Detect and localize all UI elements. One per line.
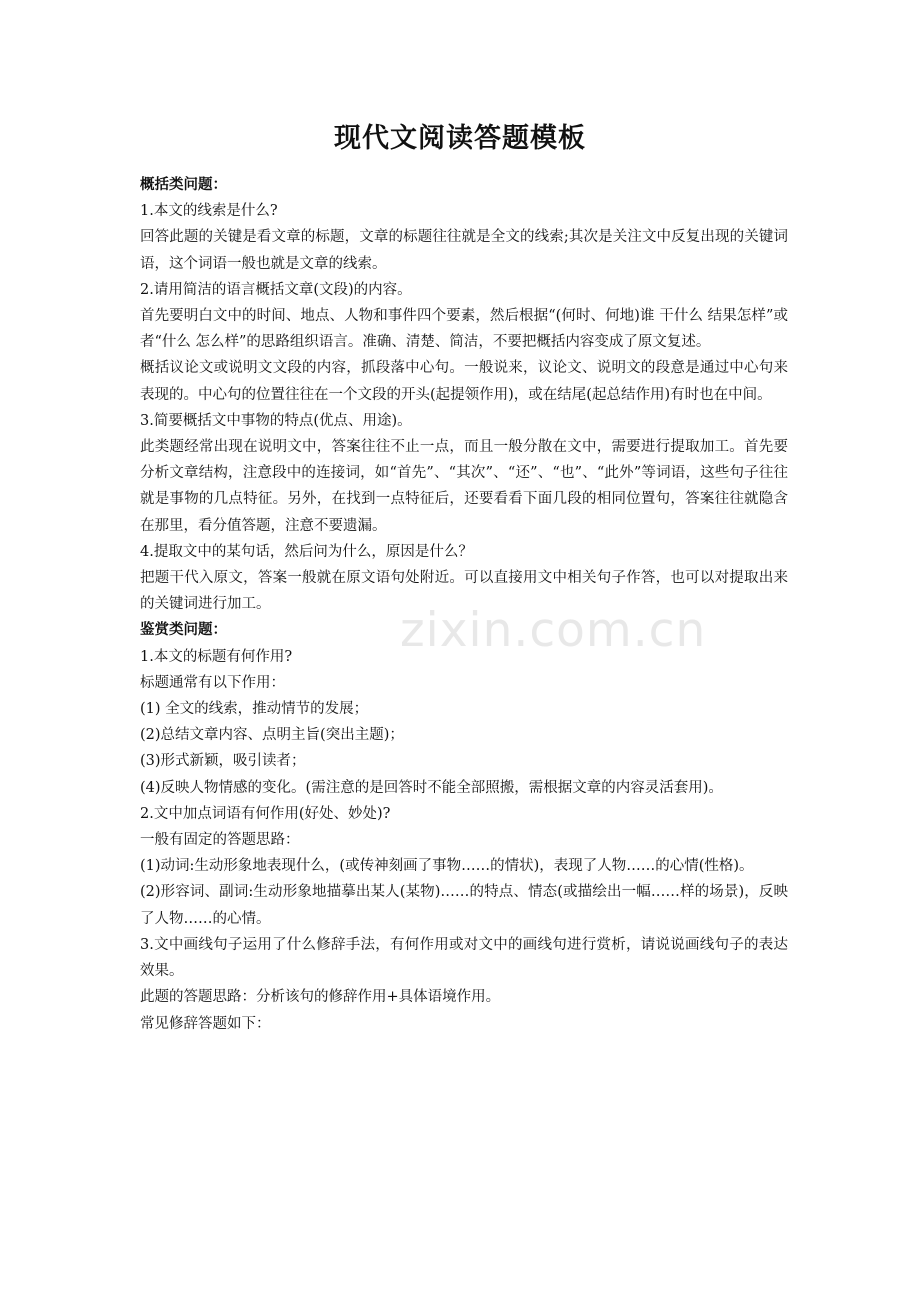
answer-paragraph: 一般有固定的答题思路： xyxy=(140,832,300,849)
answer-paragraph: 标题通常有以下作用： xyxy=(140,674,285,691)
question-1: 1.本文的标题有何作用? xyxy=(140,648,293,665)
answer-paragraph: 此题的答题思路：分析该句的修辞作用+具体语境作用。 xyxy=(140,989,501,1006)
document-body xyxy=(140,172,788,1037)
answer-paragraph: 概括议论文或说明文文段的内容，抓段落中心句。一般说来，议论文、说明文的段意是通过中心句来表现的。中心句的位置往往在一个文段的开头(起提领作用)，或在结尾(起总结作用)有时也在中间。 xyxy=(140,360,788,403)
answer-paragraph: 此类题经常出现在说明文中，答案往往不止一点，而且一般分散在文中，需要进行提取加工。首先要分析文章结构，注意段中的连接词，如“首先”、“其次”、“还”、“也”、“此外”等词语，这些句子往往就是事物的几点特征。另外，在找到一点特征后，还要看看下面几段的相同位置句，答案往往就隐含在那里，看分值答题，注意不要遗漏。 xyxy=(140,439,788,534)
document-title: 现代文阅读答题模板 xyxy=(334,123,586,154)
question-2: 2.请用简洁的语言概括文章(文段)的内容。 xyxy=(140,281,412,298)
question-3: 3.文中画线句子运用了什么修辞手法，有何作用或对文中的画线句进行赏析，请说说画线句子的表达效果。 xyxy=(140,936,788,980)
answer-paragraph: 首先要明白文中的时间、地点、人物和事件四个要素，然后根据“(何时、何地)谁 干什么 结果怎样”或者“什么 怎么样”的思路组织语言。准确、清楚、简洁，不要把概括内容变成了原文复述。 xyxy=(140,308,788,351)
list-item: (3)形式新颖，吸引读者； xyxy=(140,753,306,770)
answer-paragraph: 回答此题的关键是看文章的标题，文章的标题往往就是全文的线索;其次是关注文中反复出现的关键词语，这个词语一般也就是文章的线索。 xyxy=(140,229,788,272)
question-1: 1.本文的线索是什么? xyxy=(140,203,278,220)
section-heading-summary: 概括类问题： xyxy=(140,176,227,193)
list-item: (4)反映人物情感的变化。(需注意的是回答时不能全部照搬，需根据文章的内容灵活套用)。 xyxy=(140,779,723,796)
list-item: (2)总结文章内容、点明主旨(突出主题)； xyxy=(140,727,404,744)
question-4: 4.提取文中的某句话，然后问为什么，原因是什么？ xyxy=(140,543,473,560)
list-item: (1) 全文的线索，推动情节的发展； xyxy=(140,701,369,718)
list-item: (1)动词:生动形象地表现什么，(或传神刻画了事物……的情状)，表现了人物……的心情(性格)。 xyxy=(140,858,754,875)
question-3: 3.简要概括文中事物的特点(优点、用途)。 xyxy=(140,412,412,429)
section-heading-appreciation: 鉴赏类问题： xyxy=(140,621,227,639)
answer-paragraph: 常见修辞答题如下： xyxy=(140,1015,271,1032)
watermark: zixin.com.cn xyxy=(400,603,707,658)
list-item: (2)形容词、副词:生动形象地描摹出某人(某物)……的特点、情态(或描绘出一幅……样的场景)，反映了人物……的心情。 xyxy=(140,884,788,927)
question-2: 2.文中加点词语有何作用(好处、妙处)? xyxy=(140,805,391,822)
answer-paragraph: 把题干代入原文，答案一般就在原文语句处附近。可以直接用文中相关句子作答，也可以对提取出来的关键词进行加工。 xyxy=(140,570,788,613)
